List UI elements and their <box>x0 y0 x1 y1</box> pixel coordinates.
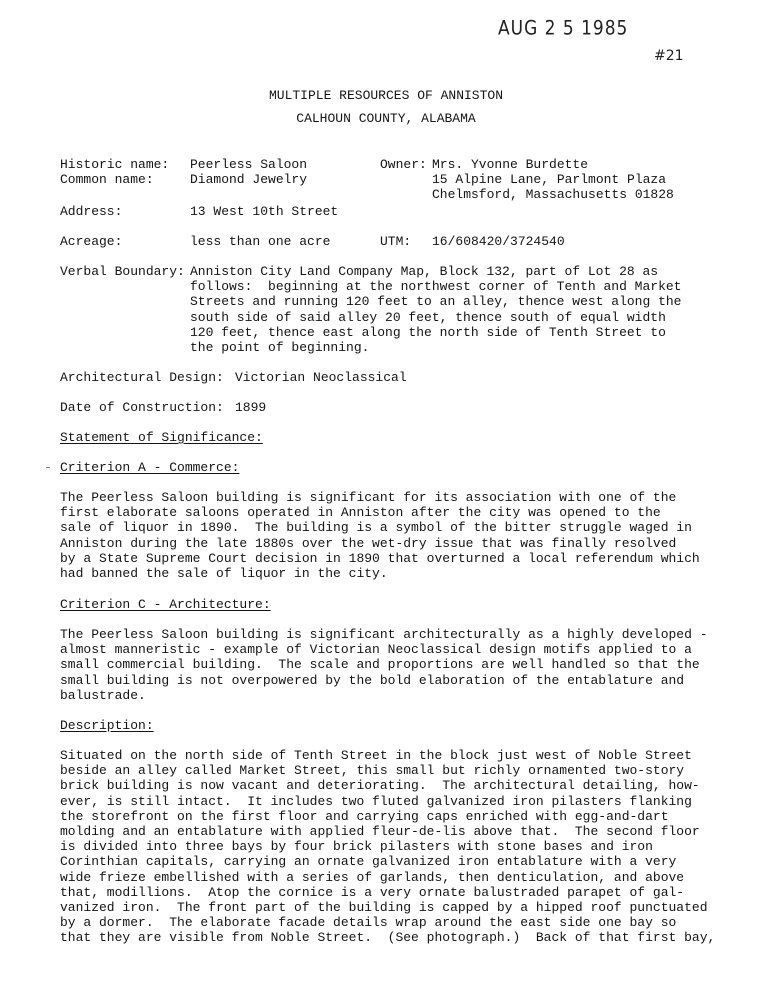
text-line: by a State Supreme Court decision in 1890 that overturned a local referendum which <box>60 550 700 566</box>
text-line: The Peerless Saloon building is significant architecturally as a highly developed - <box>60 627 708 642</box>
architectural-design-value: Victorian Neoclassical <box>235 370 407 385</box>
utm-label: UTM: <box>380 234 412 249</box>
owner-line-1: Mrs. Yvonne Burdette <box>432 157 589 172</box>
owner-line-2: 15 Alpine Lane, Parlmont Plaza <box>432 172 667 187</box>
date-of-construction-label: Date of Construction: <box>60 400 224 415</box>
criterion-a-paragraph <box>60 490 750 581</box>
text-line: vanized iron. The front part of the building is capped by a hipped roof punctuated <box>60 899 708 915</box>
date-of-construction-value: 1899 <box>235 400 267 415</box>
acreage-label: Acreage: <box>60 234 123 249</box>
common-name-label: Common name: <box>60 172 154 187</box>
document-subtitle: CALHOUN COUNTY, ALABAMA <box>296 111 476 126</box>
criterion-a-heading: Criterion A - Commerce: <box>60 460 240 475</box>
description-paragraph <box>60 748 750 945</box>
text-line: small commercial building. The scale and proportions are well handled so that the <box>60 657 700 673</box>
text-line: that they are visible from Noble Street. (See photograph.) Back of that first bay, <box>60 930 716 946</box>
text-line: Streets and running 120 feet to an alley, thence west along the <box>190 294 682 310</box>
text-line: Anniston City Land Company Map, Block 132, part of Lot 28 as <box>190 264 659 279</box>
text-line: follows: beginning at the northwest corner of Tenth and Market <box>190 279 682 295</box>
criterion-c-paragraph <box>60 627 750 703</box>
historic-name-value: Peerless Saloon <box>190 157 308 172</box>
verbal-boundary-text <box>190 264 760 355</box>
text-line: The Peerless Saloon building is significant for its association with one of the <box>60 490 677 505</box>
address-value: 13 West 10th Street <box>190 204 339 219</box>
statement-of-significance-heading: Statement of Significance: <box>60 430 263 445</box>
text-line: sale of liquor in 1890. The building is a symbol of the bitter struggle waged in <box>60 520 692 536</box>
architectural-design-label: Architectural Design: <box>60 370 224 385</box>
text-line: beside an alley called Market Street, this small but richly ornamented two-story <box>60 763 685 779</box>
text-line: ever, is still intact. It includes two fluted galvanized iron pilasters flanking <box>60 793 692 809</box>
text-line: the point of beginning. <box>190 339 370 355</box>
text-line: small building is not overpowered by the bold elaboration of the entablature and <box>60 672 685 688</box>
text-line: by a dormer. The elaborate facade details wrap around the east side one bay so <box>60 915 677 931</box>
common-name-value: Diamond Jewelry <box>190 172 308 187</box>
text-line: south side of said alley 20 feet, thence south of equal width <box>190 309 666 325</box>
document-title: MULTIPLE RESOURCES OF ANNISTON <box>268 88 504 103</box>
text-line: had banned the sale of liquor in the city. <box>60 565 388 581</box>
owner-label: Owner: <box>380 157 427 172</box>
text-line: first elaborate saloons operated in Anniston after the city was opened to the <box>60 505 661 521</box>
text-line: Anniston during the late 1880s over the wet-dry issue that was finally resolved <box>60 535 677 551</box>
text-line: Corinthian capitals, carrying an ornate galvanized iron entablature with a very <box>60 854 677 870</box>
description-heading: Description: <box>60 718 154 733</box>
text-line: brick building is now vacant and deteriorating. The architectural detailing, how- <box>60 778 700 794</box>
text-line: is divided into three bays by four brick pilasters with stone bases and iron <box>60 839 653 855</box>
historic-name-label: Historic name: <box>60 157 170 172</box>
margin-mark <box>46 467 50 468</box>
text-line: that, modillions. Atop the cornice is a very ornate balustraded parapet of gal- <box>60 884 685 900</box>
address-label: Address: <box>60 204 123 219</box>
text-line: almost manneristic - example of Victorian Neoclassical design motifs applied to a <box>60 642 692 658</box>
utm-value: 16/608420/3724540 <box>432 234 565 249</box>
date-received-stamp: AUG 2 5 1985 <box>498 17 629 41</box>
page-number: #21 <box>654 48 684 64</box>
text-line: wide frieze embellished with a series of garlands, then denticulation, and above <box>60 869 685 885</box>
text-line: the storefront on the first floor and carrying caps enriched with egg-and-dart <box>60 808 669 824</box>
text-line: balustrade. <box>60 687 146 703</box>
owner-line-3: Chelmsford, Massachusetts 01828 <box>432 187 674 202</box>
acreage-value: less than one acre <box>190 234 331 249</box>
criterion-c-heading: Criterion C - Architecture: <box>60 597 271 612</box>
verbal-boundary-label: Verbal Boundary: <box>60 264 185 279</box>
text-line: Situated on the north side of Tenth Street in the block just west of Noble Street <box>60 748 692 763</box>
text-line: 120 feet, thence east along the north side of Tenth Street to <box>190 324 666 340</box>
text-line: molding and an entablature with applied fleur-de-lis above that. The second floor <box>60 823 700 839</box>
